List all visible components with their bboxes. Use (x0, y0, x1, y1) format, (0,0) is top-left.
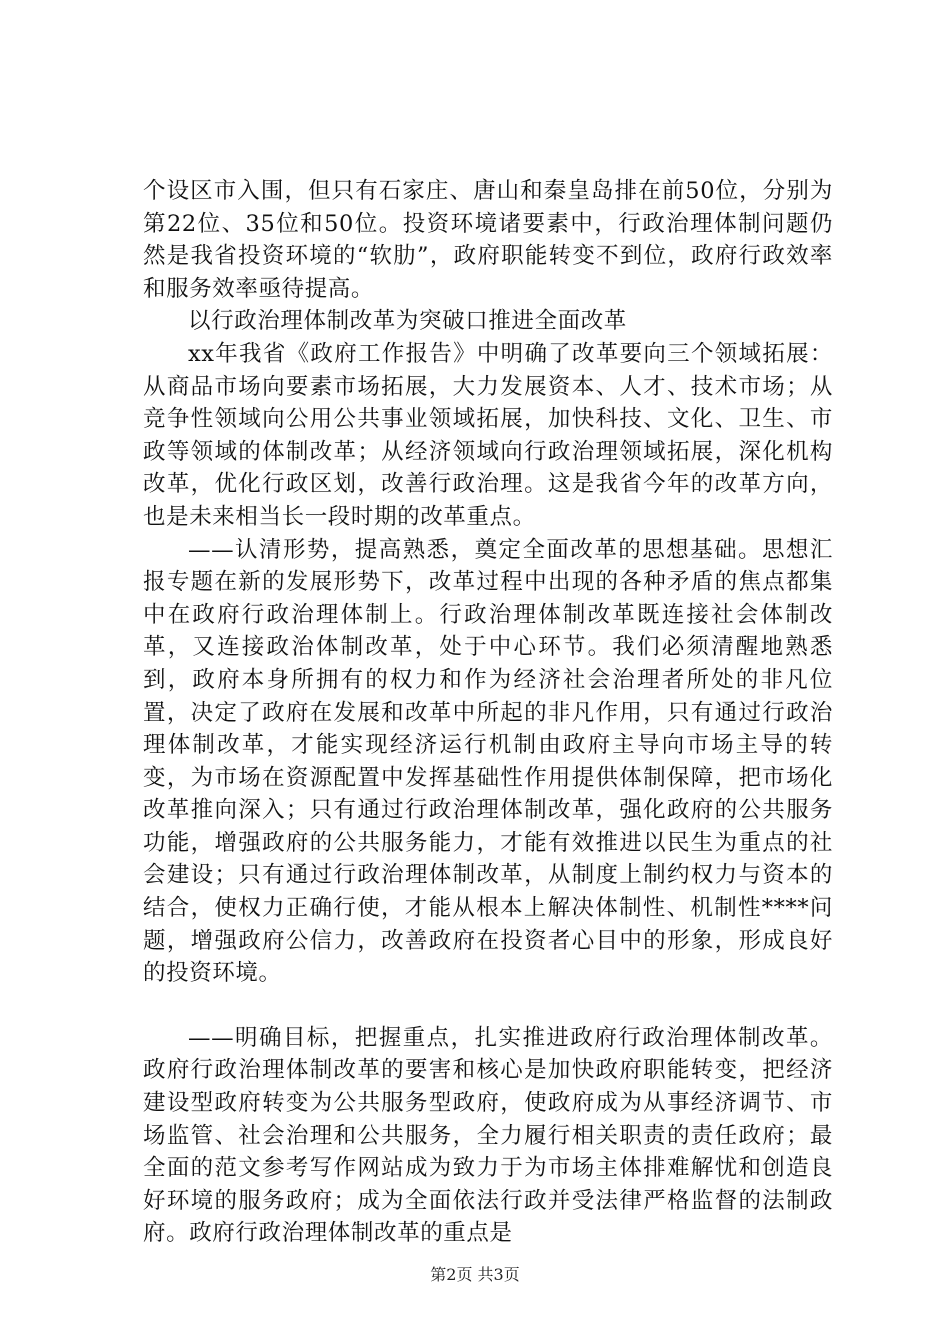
paragraph-clarify-goals: ——明确目标，把握重点，扎实推进政府行政治理体制改革。政府行政治理体制改革的要害和核心是加快政府职能转变，把经济建设型政府转变为公共服务型政府，使政府成为从事经济调节、市场监管、社会治理和公共服务，全力履行相关职责的责任政府；最全面的范文参考写作网站成为致力于为市场主体排难解忧和创造良好环境的服务政府；成为全面依法行政并受法律严格监督的法制政府。政府行政治理体制改革的重点是 (143, 1024, 833, 1247)
document-body (143, 175, 833, 1250)
paragraph-understand-situation: ——认清形势，提高熟悉，奠定全面改革的思想基础。思想汇报专题在新的发展形势下，改革过程中出现的各种矛盾的焦点都集中在政府行政治理体制上。行政治理体制改革既连接社会体制改革，又连接政治体制改革，处于中心环节。我们必须清醒地熟悉到，政府本身所拥有的权力和作为经济社会治理者所处的非凡位置，决定了政府在发展和改革中所起的非凡作用，只有通过行政治理体制改革，才能实现经济运行机制由政府主导向市场主导的转变，为市场在资源配置中发挥基础性作用提供体制保障，把市场化改革推向深入；只有通过行政治理体制改革，强化政府的公共服务功能，增强政府的公共服务能力，才能有效推进以民生为重点的社会建设；只有通过行政治理体制改革，从制度上制约权力与资本的结合，使权力正确行使，才能从根本上解决体制性、机制性****问题，增强政府公信力，改善政府在投资者心目中的形象，形成良好的投资环境。 (143, 536, 833, 987)
page-footer: 第2页 共3页 (430, 1265, 520, 1284)
paragraph-continuation: 个设区市入围，但只有石家庄、唐山和秦皇岛排在前50位，分别为第22位、35位和50位。投资环境诸要素中，行政治理体制问题仍然是我省投资环境的“软肋”，政府职能转变不到位，政府行政效率和服务效率亟待提高。 (143, 178, 833, 302)
section-heading: 以行政治理体制改革为突破口推进全面改革 (188, 308, 627, 335)
paragraph-reform-directions: xx年我省《政府工作报告》中明确了改革要向三个领域拓展：从商品市场向要素市场拓展，大力发展资本、人才、技术市场；从竞争性领域向公用公共事业领域拓展，加快科技、文化、卫生、市政等领域的体制改革；从经济领域向行政治理领域拓展，深化机构改革，优化行政区划，改善行政治理。这是我省今年的改革方向，也是未来相当长一段时期的改革重点。 (143, 340, 833, 530)
